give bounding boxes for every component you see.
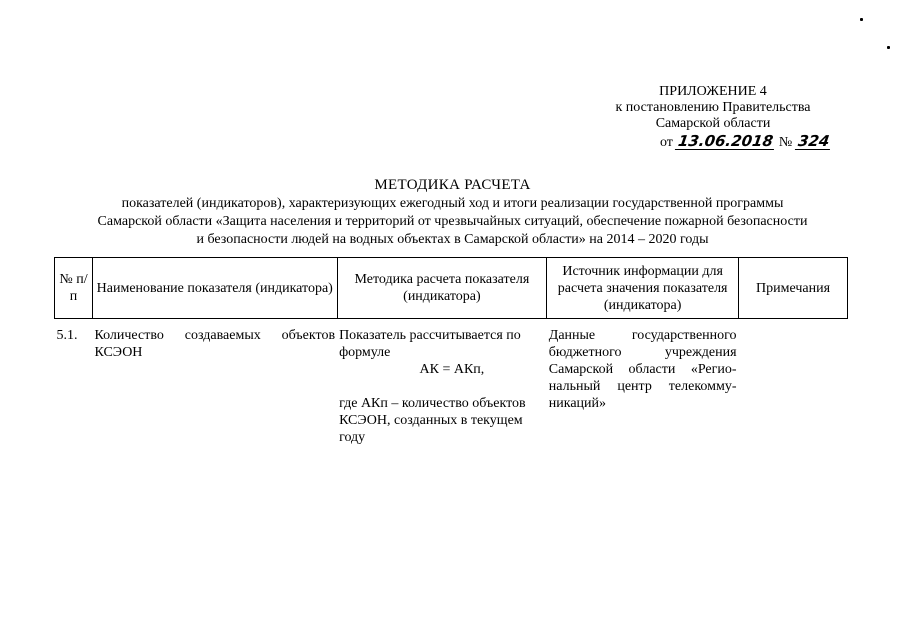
header-notes: Примечания <box>739 258 848 319</box>
table-row <box>55 319 848 447</box>
handwritten-number: 324 <box>796 132 831 150</box>
heading-line-1: показателей (индикаторов), характеризующих ежегодный ход и итоги реализации государственной программы <box>121 196 784 211</box>
document-title: МЕТОДИКА РАСЧЕТА <box>374 177 531 193</box>
date-prefix: от <box>659 135 673 150</box>
cell-name: Количество создаваемых объектов КСЭОН <box>94 328 336 360</box>
cell-method <box>337 319 547 447</box>
appendix-resolution: к постановлению Правительства <box>615 100 811 115</box>
header-source: Источник информации для расчета значения показателя (индикатора) <box>547 258 739 319</box>
number-sign: № <box>778 135 793 150</box>
handwritten-date: 13.06.2018 <box>677 132 775 150</box>
header-method: Методика расчета показателя (индикатора) <box>337 258 547 319</box>
appendix-title: ПРИЛОЖЕНИЕ 4 <box>659 84 767 99</box>
appendix-block <box>583 84 843 151</box>
table-header-row <box>55 258 848 319</box>
cell-num: 5.1. <box>56 328 78 343</box>
heading-line-3: и безопасности людей на водных объектах в Самарской области» на 2014 – 2020 годы <box>196 232 709 247</box>
header-name: Наименование показателя (индикатора) <box>92 258 337 319</box>
header-num: № п/п <box>55 258 93 319</box>
heading-line-2: Самарской области «Защита населения и территорий от чрезвычайных ситуаций, обеспечение пожарной безопасности <box>97 214 808 229</box>
method-where: где АКп – количество объектов КСЭОН, созданных в текущем году <box>339 396 526 445</box>
cell-notes <box>739 319 848 447</box>
appendix-date-line <box>583 134 843 151</box>
method-formula: АК = АКп, <box>419 362 485 377</box>
scan-speck <box>887 46 890 49</box>
appendix-region: Самарской области <box>655 116 771 131</box>
scan-speck <box>860 18 863 21</box>
indicators-table <box>54 257 848 446</box>
document-heading <box>40 176 865 249</box>
method-gap <box>339 378 545 395</box>
method-intro: Показатель рассчитывается по формуле <box>339 328 521 360</box>
cell-source: Данные государственного бюджетного учреждения Самарской области «Регио-нальный центр телекомму-никаций» <box>548 328 737 411</box>
